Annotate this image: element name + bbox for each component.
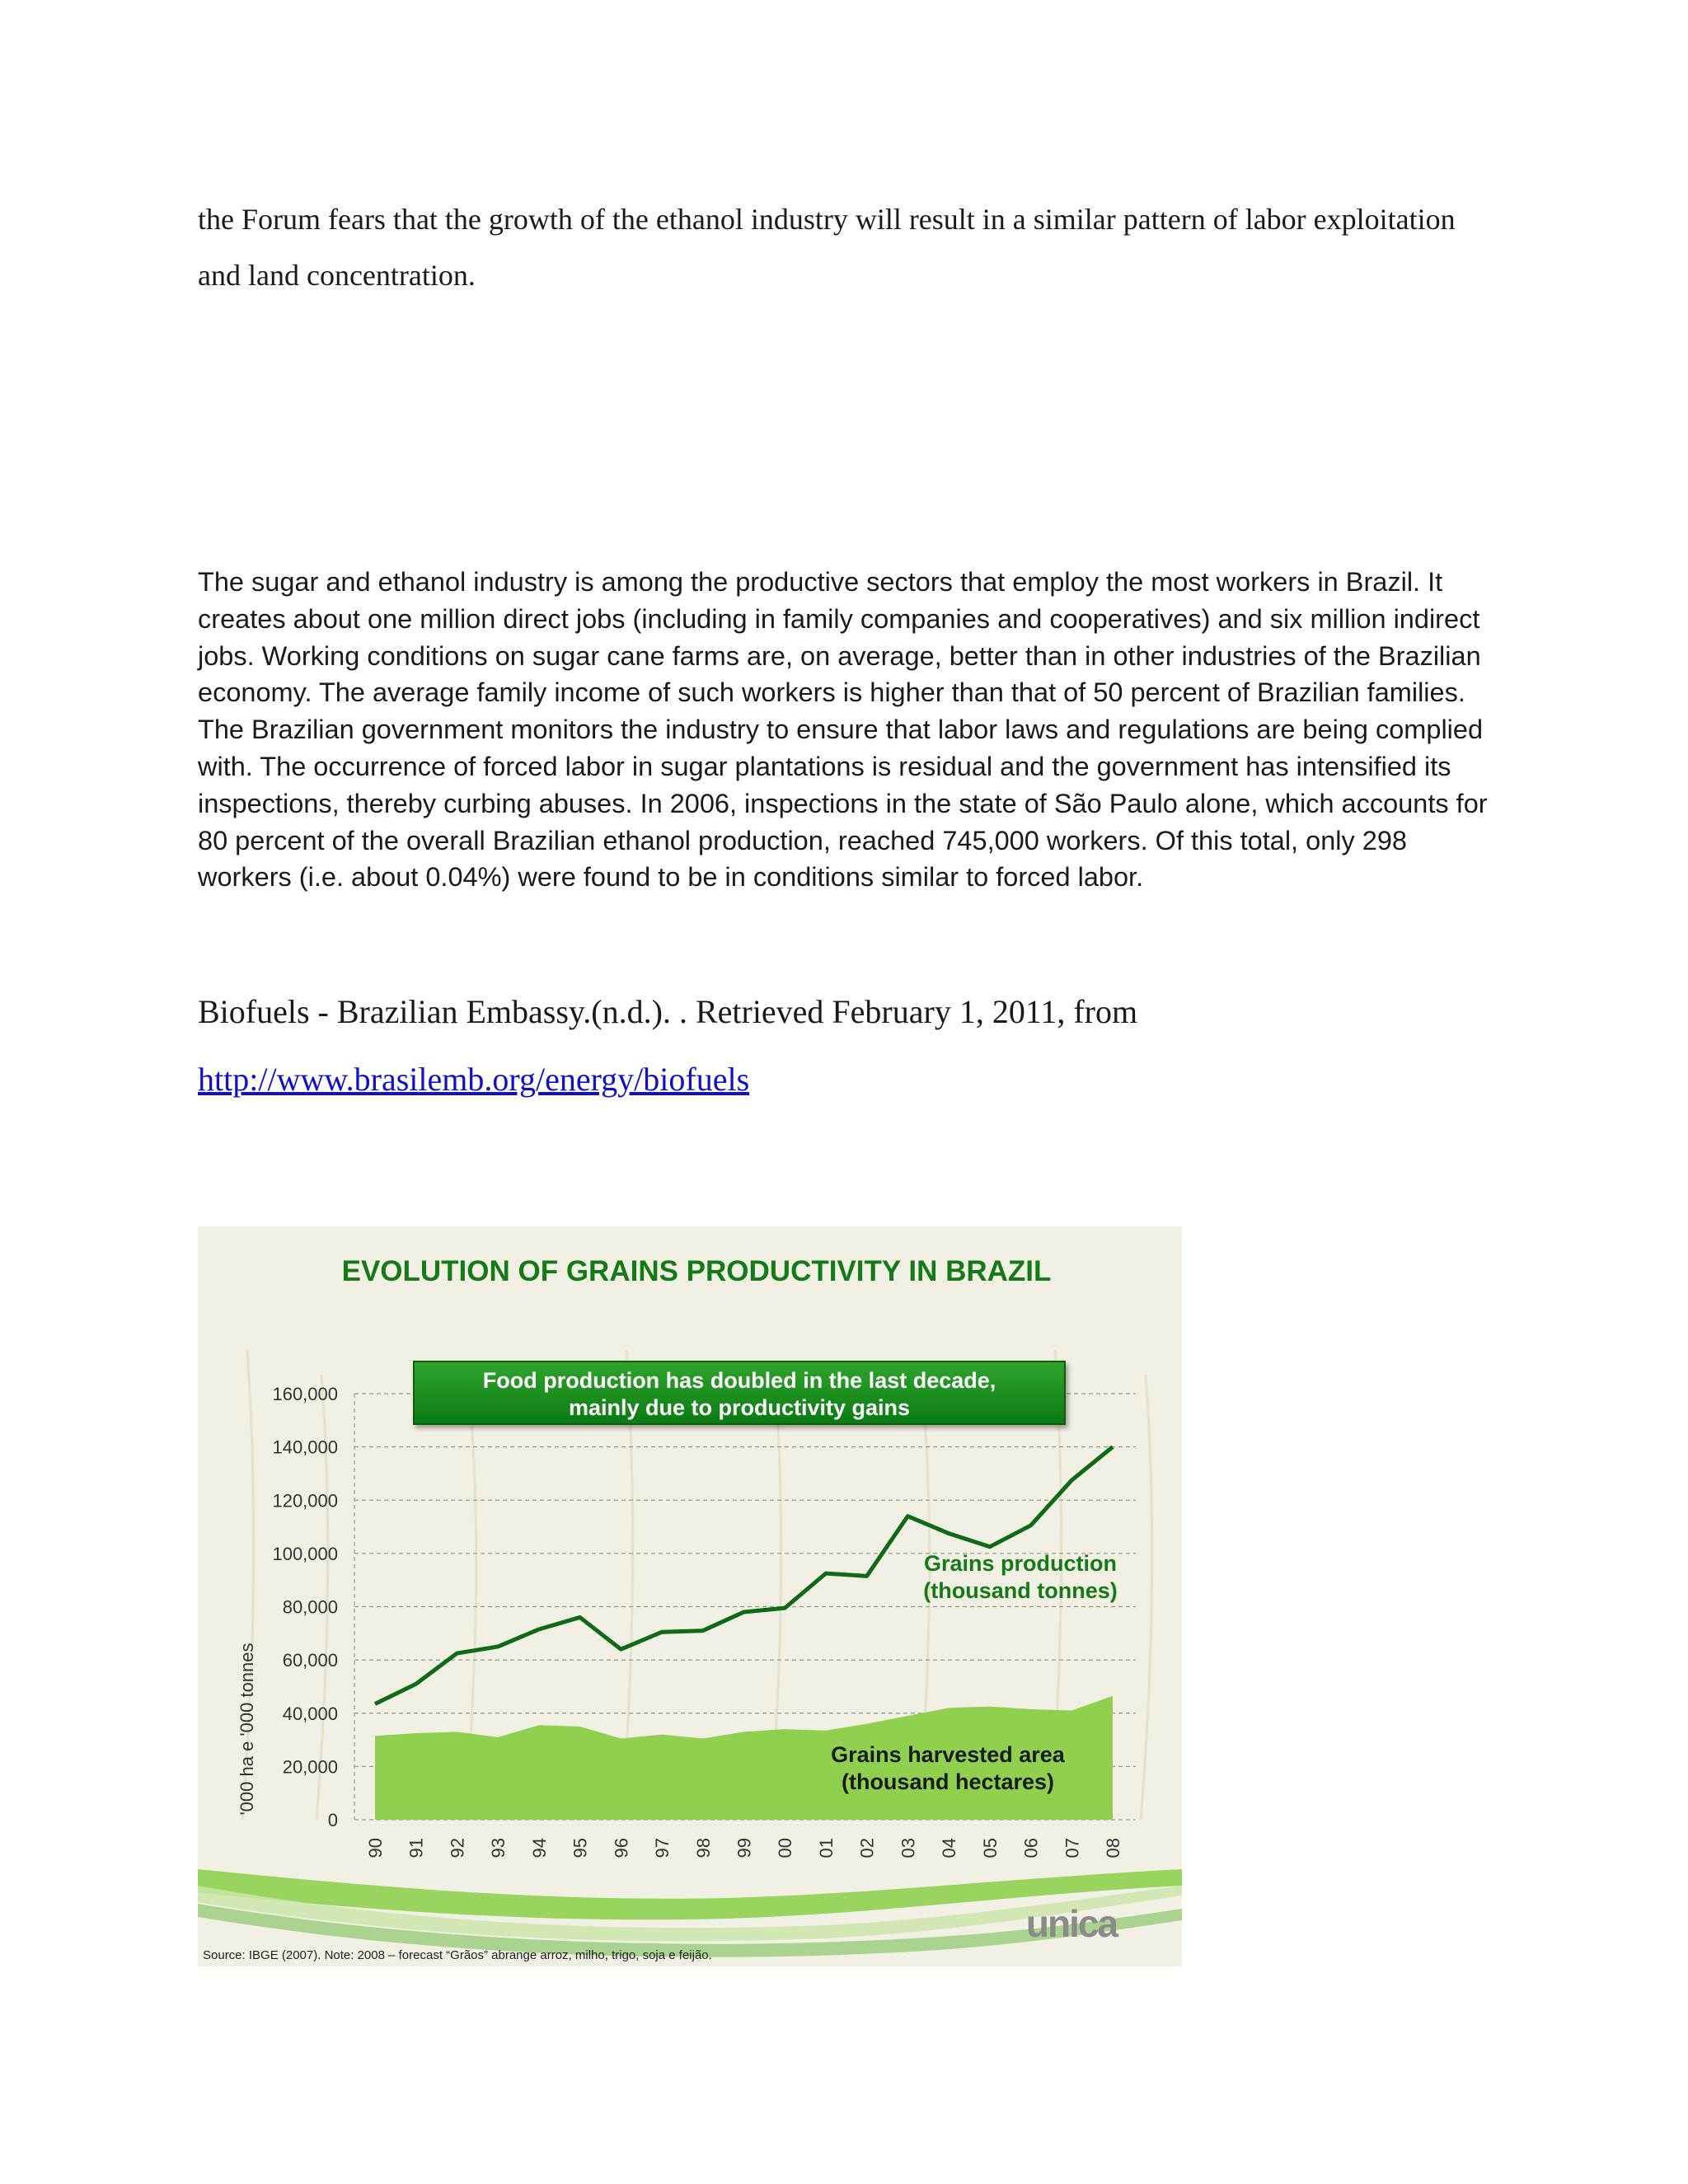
x-tick-label: 96 <box>611 1838 632 1858</box>
y-axis-label: '000 ha e '000 tonnes <box>237 1643 257 1816</box>
area-label-line2: (thousand hectares) <box>841 1769 1055 1794</box>
chart-title: EVOLUTION OF GRAINS PRODUCTIVITY IN BRAZIL <box>341 1255 1052 1287</box>
paragraph-forum: the Forum fears that the growth of the ethanol industry will result in a similar pattern of labor exploitation and land concentration. <box>198 203 1456 292</box>
y-tick-label: 80,000 <box>282 1596 338 1618</box>
x-tick-label: 02 <box>856 1838 878 1858</box>
x-tick-label: 07 <box>1062 1838 1083 1858</box>
x-tick-label: 94 <box>528 1838 550 1858</box>
x-tick-label: 95 <box>570 1838 591 1858</box>
x-tick-label: 92 <box>447 1838 468 1858</box>
production-label-line1: Grains production <box>923 1551 1118 1576</box>
y-tick-label: 20,000 <box>282 1756 338 1778</box>
x-tick-label: 00 <box>775 1838 796 1858</box>
unica-logo: unica <box>1025 1902 1118 1945</box>
chart-canvas <box>198 1226 1182 1966</box>
x-tick-label: 91 <box>406 1838 427 1858</box>
x-tick-label: 05 <box>979 1838 1001 1858</box>
citation-link[interactable]: http://www.brasilemb.org/energy/biofuels <box>198 1061 750 1098</box>
y-tick-label: 40,000 <box>282 1703 338 1724</box>
callout-box <box>414 1361 1065 1424</box>
citation-text: Biofuels - Brazilian Embassy.(n.d.). . Retrieved February 1, 2011, from <box>198 993 1138 1030</box>
x-tick-label: 93 <box>488 1838 509 1858</box>
area-label-line1: Grains harvested area <box>831 1742 1065 1767</box>
grains-productivity-chart <box>198 1226 1182 1966</box>
x-tick-label: 99 <box>734 1838 755 1858</box>
x-tick-label: 03 <box>898 1838 919 1858</box>
y-tick-label: 160,000 <box>272 1384 338 1404</box>
y-axis-ticks <box>272 1384 338 1830</box>
production-label-line2: (thousand tonnes) <box>923 1578 1118 1603</box>
paragraph-sugar-industry: The sugar and ethanol industry is among the productive sectors that employ the most workers in Brazil. It creates about one million direct jobs (including in family companies and cooperatives) and six million indirect jobs. Working conditions on sugar cane farms are, on average, better than in other industries of the Brazilian economy. The average family income of such workers is higher than that of 50 percent of Brazilian families. The Brazilian government monitors the industry to ensure that labor laws and regulations are being complied with. The occurrence of forced labor in sugar plantations is residual and the government has intensified its inspections, thereby curbing abuses. In 2006, inspections in the state of São Paulo alone, which accounts for 80 percent of the overall Brazilian ethanol production, reached 745,000 workers. Of this total, only 298 workers (i.e. about 0.04%) were found to be in conditions similar to forced labor. <box>198 567 1488 893</box>
chart-source-note: Source: IBGE (2007). Note: 2008 – forecast “Grãos” abrange arroz, milho, trigo, soja e feijão. <box>203 1948 712 1962</box>
x-tick-label: 01 <box>815 1838 837 1858</box>
y-tick-label: 120,000 <box>272 1490 338 1511</box>
x-tick-label: 97 <box>652 1838 673 1858</box>
callout-line2: mainly due to productivity gains <box>568 1395 911 1420</box>
y-tick-label: 0 <box>327 1810 338 1830</box>
x-tick-label: 98 <box>692 1838 714 1858</box>
y-tick-label: 60,000 <box>282 1650 338 1671</box>
y-tick-label: 100,000 <box>272 1543 338 1564</box>
x-tick-label: 04 <box>939 1838 960 1858</box>
x-tick-label: 90 <box>365 1838 386 1858</box>
x-tick-label: 06 <box>1020 1838 1042 1858</box>
callout-line1: Food production has doubled in the last decade, <box>482 1368 996 1393</box>
x-tick-label: 08 <box>1103 1838 1123 1858</box>
y-tick-label: 140,000 <box>272 1436 338 1458</box>
